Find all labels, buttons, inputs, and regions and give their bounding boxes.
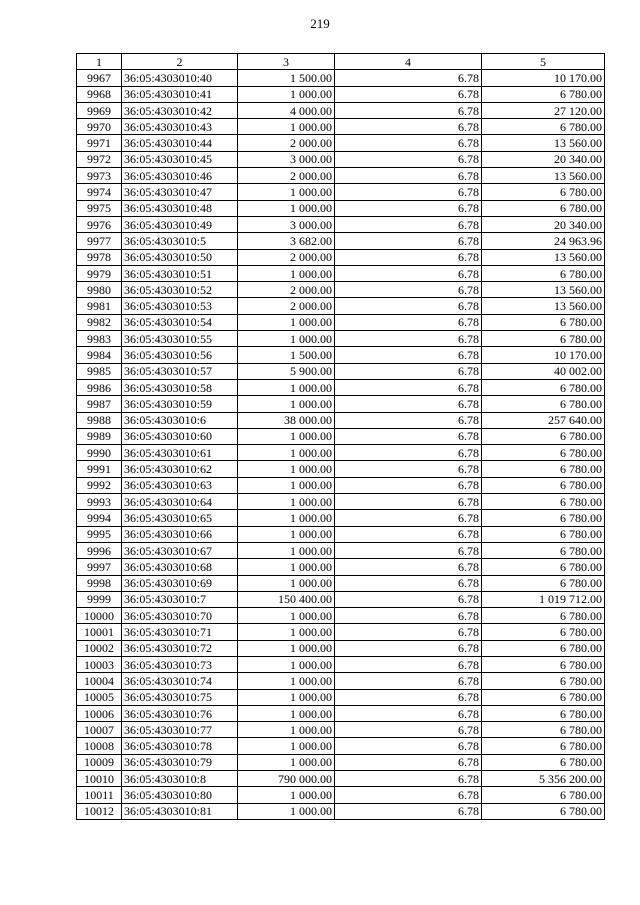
- value-cell: 2 000.00: [238, 168, 335, 184]
- rate-cell: 6.78: [335, 526, 482, 542]
- table-row: [77, 168, 605, 184]
- amount-cell: 6 780.00: [482, 184, 605, 200]
- row-number-cell: 10004: [77, 673, 122, 689]
- amount-cell: 6 780.00: [482, 722, 605, 738]
- row-number-cell: 9985: [77, 363, 122, 379]
- amount-cell: 6 780.00: [482, 526, 605, 542]
- table-row: [77, 265, 605, 281]
- table-row: [77, 787, 605, 803]
- amount-cell: 6 780.00: [482, 445, 605, 461]
- table-row: [77, 542, 605, 558]
- column-header-4: 4: [335, 54, 482, 70]
- value-cell: 1 000.00: [238, 640, 335, 656]
- table-row: [77, 591, 605, 607]
- rate-cell: 6.78: [335, 282, 482, 298]
- table-row: [77, 640, 605, 656]
- table-row: [77, 119, 605, 135]
- table-row: [77, 298, 605, 314]
- cadastral-number-cell: 36:05:4303010:65: [122, 510, 238, 526]
- value-cell: 3 682.00: [238, 233, 335, 249]
- rate-cell: 6.78: [335, 559, 482, 575]
- value-cell: 2 000.00: [238, 249, 335, 265]
- cadastral-number-cell: 36:05:4303010:64: [122, 494, 238, 510]
- table-row: [77, 379, 605, 395]
- value-cell: 1 000.00: [238, 754, 335, 770]
- page-number: 219: [310, 16, 330, 31]
- rate-cell: 6.78: [335, 102, 482, 118]
- rate-cell: 6.78: [335, 428, 482, 444]
- table-row: [77, 656, 605, 672]
- cadastral-number-cell: 36:05:4303010:75: [122, 689, 238, 705]
- rate-cell: 6.78: [335, 363, 482, 379]
- amount-cell: 10 170.00: [482, 347, 605, 363]
- table-header: [77, 54, 605, 70]
- table-row: [77, 673, 605, 689]
- amount-cell: 6 780.00: [482, 265, 605, 281]
- table-row: [77, 428, 605, 444]
- amount-cell: 6 780.00: [482, 689, 605, 705]
- row-number-cell: 9981: [77, 298, 122, 314]
- cadastral-number-cell: 36:05:4303010:60: [122, 428, 238, 444]
- amount-cell: 257 640.00: [482, 412, 605, 428]
- row-number-cell: 9979: [77, 265, 122, 281]
- value-cell: 150 400.00: [238, 591, 335, 607]
- table-row: [77, 347, 605, 363]
- value-cell: 1 000.00: [238, 396, 335, 412]
- row-number-cell: 9998: [77, 575, 122, 591]
- cadastral-number-cell: 36:05:4303010:5: [122, 233, 238, 249]
- rate-cell: 6.78: [335, 265, 482, 281]
- rate-cell: 6.78: [335, 771, 482, 787]
- table-row: [77, 445, 605, 461]
- value-cell: 1 000.00: [238, 265, 335, 281]
- amount-cell: 6 780.00: [482, 559, 605, 575]
- row-number-cell: 10012: [77, 803, 122, 819]
- cadastral-number-cell: 36:05:4303010:71: [122, 624, 238, 640]
- cadastral-number-cell: 36:05:4303010:81: [122, 803, 238, 819]
- value-cell: 1 000.00: [238, 461, 335, 477]
- value-cell: 2 000.00: [238, 282, 335, 298]
- row-number-cell: 9984: [77, 347, 122, 363]
- cadastral-number-cell: 36:05:4303010:46: [122, 168, 238, 184]
- cadastral-number-cell: 36:05:4303010:47: [122, 184, 238, 200]
- table-row: [77, 575, 605, 591]
- amount-cell: 13 560.00: [482, 168, 605, 184]
- row-number-cell: 9993: [77, 494, 122, 510]
- row-number-cell: 10000: [77, 608, 122, 624]
- table-row: [77, 363, 605, 379]
- row-number-cell: 9990: [77, 445, 122, 461]
- value-cell: 1 000.00: [238, 200, 335, 216]
- table-row: [77, 705, 605, 721]
- amount-cell: 6 780.00: [482, 787, 605, 803]
- column-header-1: 1: [77, 54, 122, 70]
- value-cell: 1 000.00: [238, 705, 335, 721]
- cadastral-number-cell: 36:05:4303010:7: [122, 591, 238, 607]
- value-cell: 4 000.00: [238, 102, 335, 118]
- value-cell: 1 000.00: [238, 722, 335, 738]
- row-number-cell: 10001: [77, 624, 122, 640]
- amount-cell: 6 780.00: [482, 119, 605, 135]
- value-cell: 1 000.00: [238, 428, 335, 444]
- table-row: [77, 249, 605, 265]
- table-row: [77, 151, 605, 167]
- amount-cell: 6 780.00: [482, 542, 605, 558]
- cadastral-number-cell: 36:05:4303010:78: [122, 738, 238, 754]
- rate-cell: 6.78: [335, 591, 482, 607]
- table-body: [77, 70, 605, 820]
- rate-cell: 6.78: [335, 722, 482, 738]
- value-cell: 1 500.00: [238, 70, 335, 86]
- table-row: [77, 624, 605, 640]
- row-number-cell: 9995: [77, 526, 122, 542]
- rate-cell: 6.78: [335, 86, 482, 102]
- rate-cell: 6.78: [335, 412, 482, 428]
- table-row: [77, 803, 605, 819]
- value-cell: 1 000.00: [238, 119, 335, 135]
- table-row: [77, 608, 605, 624]
- amount-cell: 6 780.00: [482, 86, 605, 102]
- row-number-cell: 9996: [77, 542, 122, 558]
- amount-cell: 6 780.00: [482, 673, 605, 689]
- table-row: [77, 184, 605, 200]
- amount-cell: 6 780.00: [482, 510, 605, 526]
- value-cell: 5 900.00: [238, 363, 335, 379]
- value-cell: 1 000.00: [238, 656, 335, 672]
- row-number-cell: 9971: [77, 135, 122, 151]
- row-number-cell: 9967: [77, 70, 122, 86]
- cadastral-number-cell: 36:05:4303010:63: [122, 477, 238, 493]
- cadastral-number-cell: 36:05:4303010:48: [122, 200, 238, 216]
- table-row: [77, 526, 605, 542]
- amount-cell: 13 560.00: [482, 298, 605, 314]
- amount-cell: 27 120.00: [482, 102, 605, 118]
- row-number-cell: 9992: [77, 477, 122, 493]
- row-number-cell: 10010: [77, 771, 122, 787]
- cadastral-number-cell: 36:05:4303010:53: [122, 298, 238, 314]
- cadastral-number-cell: 36:05:4303010:54: [122, 314, 238, 330]
- cadastral-number-cell: 36:05:4303010:74: [122, 673, 238, 689]
- row-number-cell: 10011: [77, 787, 122, 803]
- table-row: [77, 722, 605, 738]
- value-cell: 2 000.00: [238, 298, 335, 314]
- column-header-3: 3: [238, 54, 335, 70]
- row-number-cell: 9980: [77, 282, 122, 298]
- amount-cell: 6 780.00: [482, 738, 605, 754]
- column-header-2: 2: [122, 54, 238, 70]
- cadastral-number-cell: 36:05:4303010:50: [122, 249, 238, 265]
- rate-cell: 6.78: [335, 477, 482, 493]
- table-row: [77, 233, 605, 249]
- cadastral-number-cell: 36:05:4303010:61: [122, 445, 238, 461]
- cadastral-number-cell: 36:05:4303010:66: [122, 526, 238, 542]
- table-row: [77, 200, 605, 216]
- value-cell: 1 000.00: [238, 526, 335, 542]
- rate-cell: 6.78: [335, 608, 482, 624]
- rate-cell: 6.78: [335, 216, 482, 232]
- cadastral-number-cell: 36:05:4303010:62: [122, 461, 238, 477]
- row-number-cell: 9997: [77, 559, 122, 575]
- table-row: [77, 494, 605, 510]
- table-row: [77, 216, 605, 232]
- row-number-cell: 10006: [77, 705, 122, 721]
- amount-cell: 6 780.00: [482, 200, 605, 216]
- table-row: [77, 70, 605, 86]
- rate-cell: 6.78: [335, 461, 482, 477]
- row-number-cell: 9970: [77, 119, 122, 135]
- table-row: [77, 559, 605, 575]
- table-row: [77, 102, 605, 118]
- table-row: [77, 510, 605, 526]
- amount-cell: 6 780.00: [482, 754, 605, 770]
- rate-cell: 6.78: [335, 249, 482, 265]
- value-cell: 1 000.00: [238, 803, 335, 819]
- rate-cell: 6.78: [335, 510, 482, 526]
- value-cell: 1 000.00: [238, 624, 335, 640]
- cadastral-number-cell: 36:05:4303010:59: [122, 396, 238, 412]
- cadastral-number-cell: 36:05:4303010:77: [122, 722, 238, 738]
- cadastral-number-cell: 36:05:4303010:55: [122, 331, 238, 347]
- amount-cell: 6 780.00: [482, 575, 605, 591]
- cadastral-number-cell: 36:05:4303010:67: [122, 542, 238, 558]
- table-row: [77, 754, 605, 770]
- row-number-cell: 9972: [77, 151, 122, 167]
- rate-cell: 6.78: [335, 347, 482, 363]
- value-cell: 1 000.00: [238, 510, 335, 526]
- row-number-cell: 10005: [77, 689, 122, 705]
- row-number-cell: 10007: [77, 722, 122, 738]
- rate-cell: 6.78: [335, 689, 482, 705]
- cadastral-number-cell: 36:05:4303010:6: [122, 412, 238, 428]
- table-row: [77, 86, 605, 102]
- table-row: [77, 738, 605, 754]
- rate-cell: 6.78: [335, 70, 482, 86]
- amount-cell: 5 356 200.00: [482, 771, 605, 787]
- row-number-cell: 10009: [77, 754, 122, 770]
- value-cell: 3 000.00: [238, 216, 335, 232]
- row-number-cell: 9977: [77, 233, 122, 249]
- rate-cell: 6.78: [335, 673, 482, 689]
- rate-cell: 6.78: [335, 640, 482, 656]
- cadastral-number-cell: 36:05:4303010:57: [122, 363, 238, 379]
- cadastral-number-cell: 36:05:4303010:49: [122, 216, 238, 232]
- amount-cell: 6 780.00: [482, 656, 605, 672]
- rate-cell: 6.78: [335, 656, 482, 672]
- row-number-cell: 9968: [77, 86, 122, 102]
- amount-cell: 6 780.00: [482, 640, 605, 656]
- table-row: [77, 331, 605, 347]
- amount-cell: 24 963.96: [482, 233, 605, 249]
- cadastral-number-cell: 36:05:4303010:52: [122, 282, 238, 298]
- row-number-cell: 9994: [77, 510, 122, 526]
- cadastral-number-cell: 36:05:4303010:70: [122, 608, 238, 624]
- amount-cell: 6 780.00: [482, 428, 605, 444]
- rate-cell: 6.78: [335, 624, 482, 640]
- rate-cell: 6.78: [335, 119, 482, 135]
- rate-cell: 6.78: [335, 575, 482, 591]
- amount-cell: 6 780.00: [482, 314, 605, 330]
- value-cell: 1 000.00: [238, 689, 335, 705]
- row-number-cell: 9976: [77, 216, 122, 232]
- cadastral-number-cell: 36:05:4303010:8: [122, 771, 238, 787]
- value-cell: 1 000.00: [238, 673, 335, 689]
- cadastral-number-cell: 36:05:4303010:51: [122, 265, 238, 281]
- row-number-cell: 9983: [77, 331, 122, 347]
- value-cell: 1 000.00: [238, 608, 335, 624]
- value-cell: 1 000.00: [238, 542, 335, 558]
- cadastral-number-cell: 36:05:4303010:45: [122, 151, 238, 167]
- amount-cell: 1 019 712.00: [482, 591, 605, 607]
- cadastral-number-cell: 36:05:4303010:44: [122, 135, 238, 151]
- row-number-cell: 9969: [77, 102, 122, 118]
- rate-cell: 6.78: [335, 168, 482, 184]
- cadastral-number-cell: 36:05:4303010:40: [122, 70, 238, 86]
- table-row: [77, 412, 605, 428]
- cadastral-number-cell: 36:05:4303010:41: [122, 86, 238, 102]
- rate-cell: 6.78: [335, 331, 482, 347]
- value-cell: 1 000.00: [238, 379, 335, 395]
- amount-cell: 6 780.00: [482, 494, 605, 510]
- value-cell: 1 000.00: [238, 575, 335, 591]
- rate-cell: 6.78: [335, 494, 482, 510]
- value-cell: 1 000.00: [238, 738, 335, 754]
- data-table: [76, 53, 605, 820]
- header-row: [77, 54, 605, 70]
- table-row: [77, 771, 605, 787]
- amount-cell: 6 780.00: [482, 379, 605, 395]
- amount-cell: 13 560.00: [482, 282, 605, 298]
- rate-cell: 6.78: [335, 445, 482, 461]
- amount-cell: 6 780.00: [482, 477, 605, 493]
- amount-cell: 6 780.00: [482, 803, 605, 819]
- table-row: [77, 461, 605, 477]
- value-cell: 1 000.00: [238, 477, 335, 493]
- rate-cell: 6.78: [335, 184, 482, 200]
- cadastral-number-cell: 36:05:4303010:58: [122, 379, 238, 395]
- row-number-cell: 9999: [77, 591, 122, 607]
- cadastral-number-cell: 36:05:4303010:69: [122, 575, 238, 591]
- amount-cell: 6 780.00: [482, 461, 605, 477]
- row-number-cell: 10008: [77, 738, 122, 754]
- row-number-cell: 9982: [77, 314, 122, 330]
- rate-cell: 6.78: [335, 803, 482, 819]
- value-cell: 1 000.00: [238, 445, 335, 461]
- rate-cell: 6.78: [335, 200, 482, 216]
- rate-cell: 6.78: [335, 738, 482, 754]
- amount-cell: 6 780.00: [482, 608, 605, 624]
- rate-cell: 6.78: [335, 314, 482, 330]
- row-number-cell: 10002: [77, 640, 122, 656]
- cadastral-number-cell: 36:05:4303010:76: [122, 705, 238, 721]
- rate-cell: 6.78: [335, 233, 482, 249]
- value-cell: 1 000.00: [238, 184, 335, 200]
- amount-cell: 6 780.00: [482, 396, 605, 412]
- value-cell: 1 000.00: [238, 86, 335, 102]
- table-row: [77, 396, 605, 412]
- cadastral-number-cell: 36:05:4303010:79: [122, 754, 238, 770]
- value-cell: 1 500.00: [238, 347, 335, 363]
- rate-cell: 6.78: [335, 396, 482, 412]
- amount-cell: 13 560.00: [482, 249, 605, 265]
- row-number-cell: 10003: [77, 656, 122, 672]
- value-cell: 38 000.00: [238, 412, 335, 428]
- rate-cell: 6.78: [335, 787, 482, 803]
- rate-cell: 6.78: [335, 379, 482, 395]
- amount-cell: 20 340.00: [482, 216, 605, 232]
- cadastral-number-cell: 36:05:4303010:72: [122, 640, 238, 656]
- row-number-cell: 9974: [77, 184, 122, 200]
- value-cell: 1 000.00: [238, 494, 335, 510]
- amount-cell: 13 560.00: [482, 135, 605, 151]
- cadastral-number-cell: 36:05:4303010:42: [122, 102, 238, 118]
- rate-cell: 6.78: [335, 298, 482, 314]
- cadastral-number-cell: 36:05:4303010:73: [122, 656, 238, 672]
- value-cell: 3 000.00: [238, 151, 335, 167]
- value-cell: 2 000.00: [238, 135, 335, 151]
- rate-cell: 6.78: [335, 754, 482, 770]
- amount-cell: 20 340.00: [482, 151, 605, 167]
- amount-cell: 40 002.00: [482, 363, 605, 379]
- amount-cell: 6 780.00: [482, 705, 605, 721]
- row-number-cell: 9986: [77, 379, 122, 395]
- row-number-cell: 9989: [77, 428, 122, 444]
- value-cell: 1 000.00: [238, 787, 335, 803]
- cadastral-number-cell: 36:05:4303010:68: [122, 559, 238, 575]
- row-number-cell: 9978: [77, 249, 122, 265]
- row-number-cell: 9973: [77, 168, 122, 184]
- value-cell: 1 000.00: [238, 331, 335, 347]
- table-row: [77, 477, 605, 493]
- rate-cell: 6.78: [335, 151, 482, 167]
- table-row: [77, 689, 605, 705]
- table-row: [77, 314, 605, 330]
- table-row: [77, 282, 605, 298]
- cadastral-number-cell: 36:05:4303010:56: [122, 347, 238, 363]
- rate-cell: 6.78: [335, 705, 482, 721]
- column-header-5: 5: [482, 54, 605, 70]
- amount-cell: 10 170.00: [482, 70, 605, 86]
- row-number-cell: 9988: [77, 412, 122, 428]
- value-cell: 790 000.00: [238, 771, 335, 787]
- amount-cell: 6 780.00: [482, 331, 605, 347]
- row-number-cell: 9975: [77, 200, 122, 216]
- amount-cell: 6 780.00: [482, 624, 605, 640]
- cadastral-number-cell: 36:05:4303010:80: [122, 787, 238, 803]
- value-cell: 1 000.00: [238, 559, 335, 575]
- rate-cell: 6.78: [335, 542, 482, 558]
- rate-cell: 6.78: [335, 135, 482, 151]
- row-number-cell: 9991: [77, 461, 122, 477]
- row-number-cell: 9987: [77, 396, 122, 412]
- value-cell: 1 000.00: [238, 314, 335, 330]
- cadastral-number-cell: 36:05:4303010:43: [122, 119, 238, 135]
- table-row: [77, 135, 605, 151]
